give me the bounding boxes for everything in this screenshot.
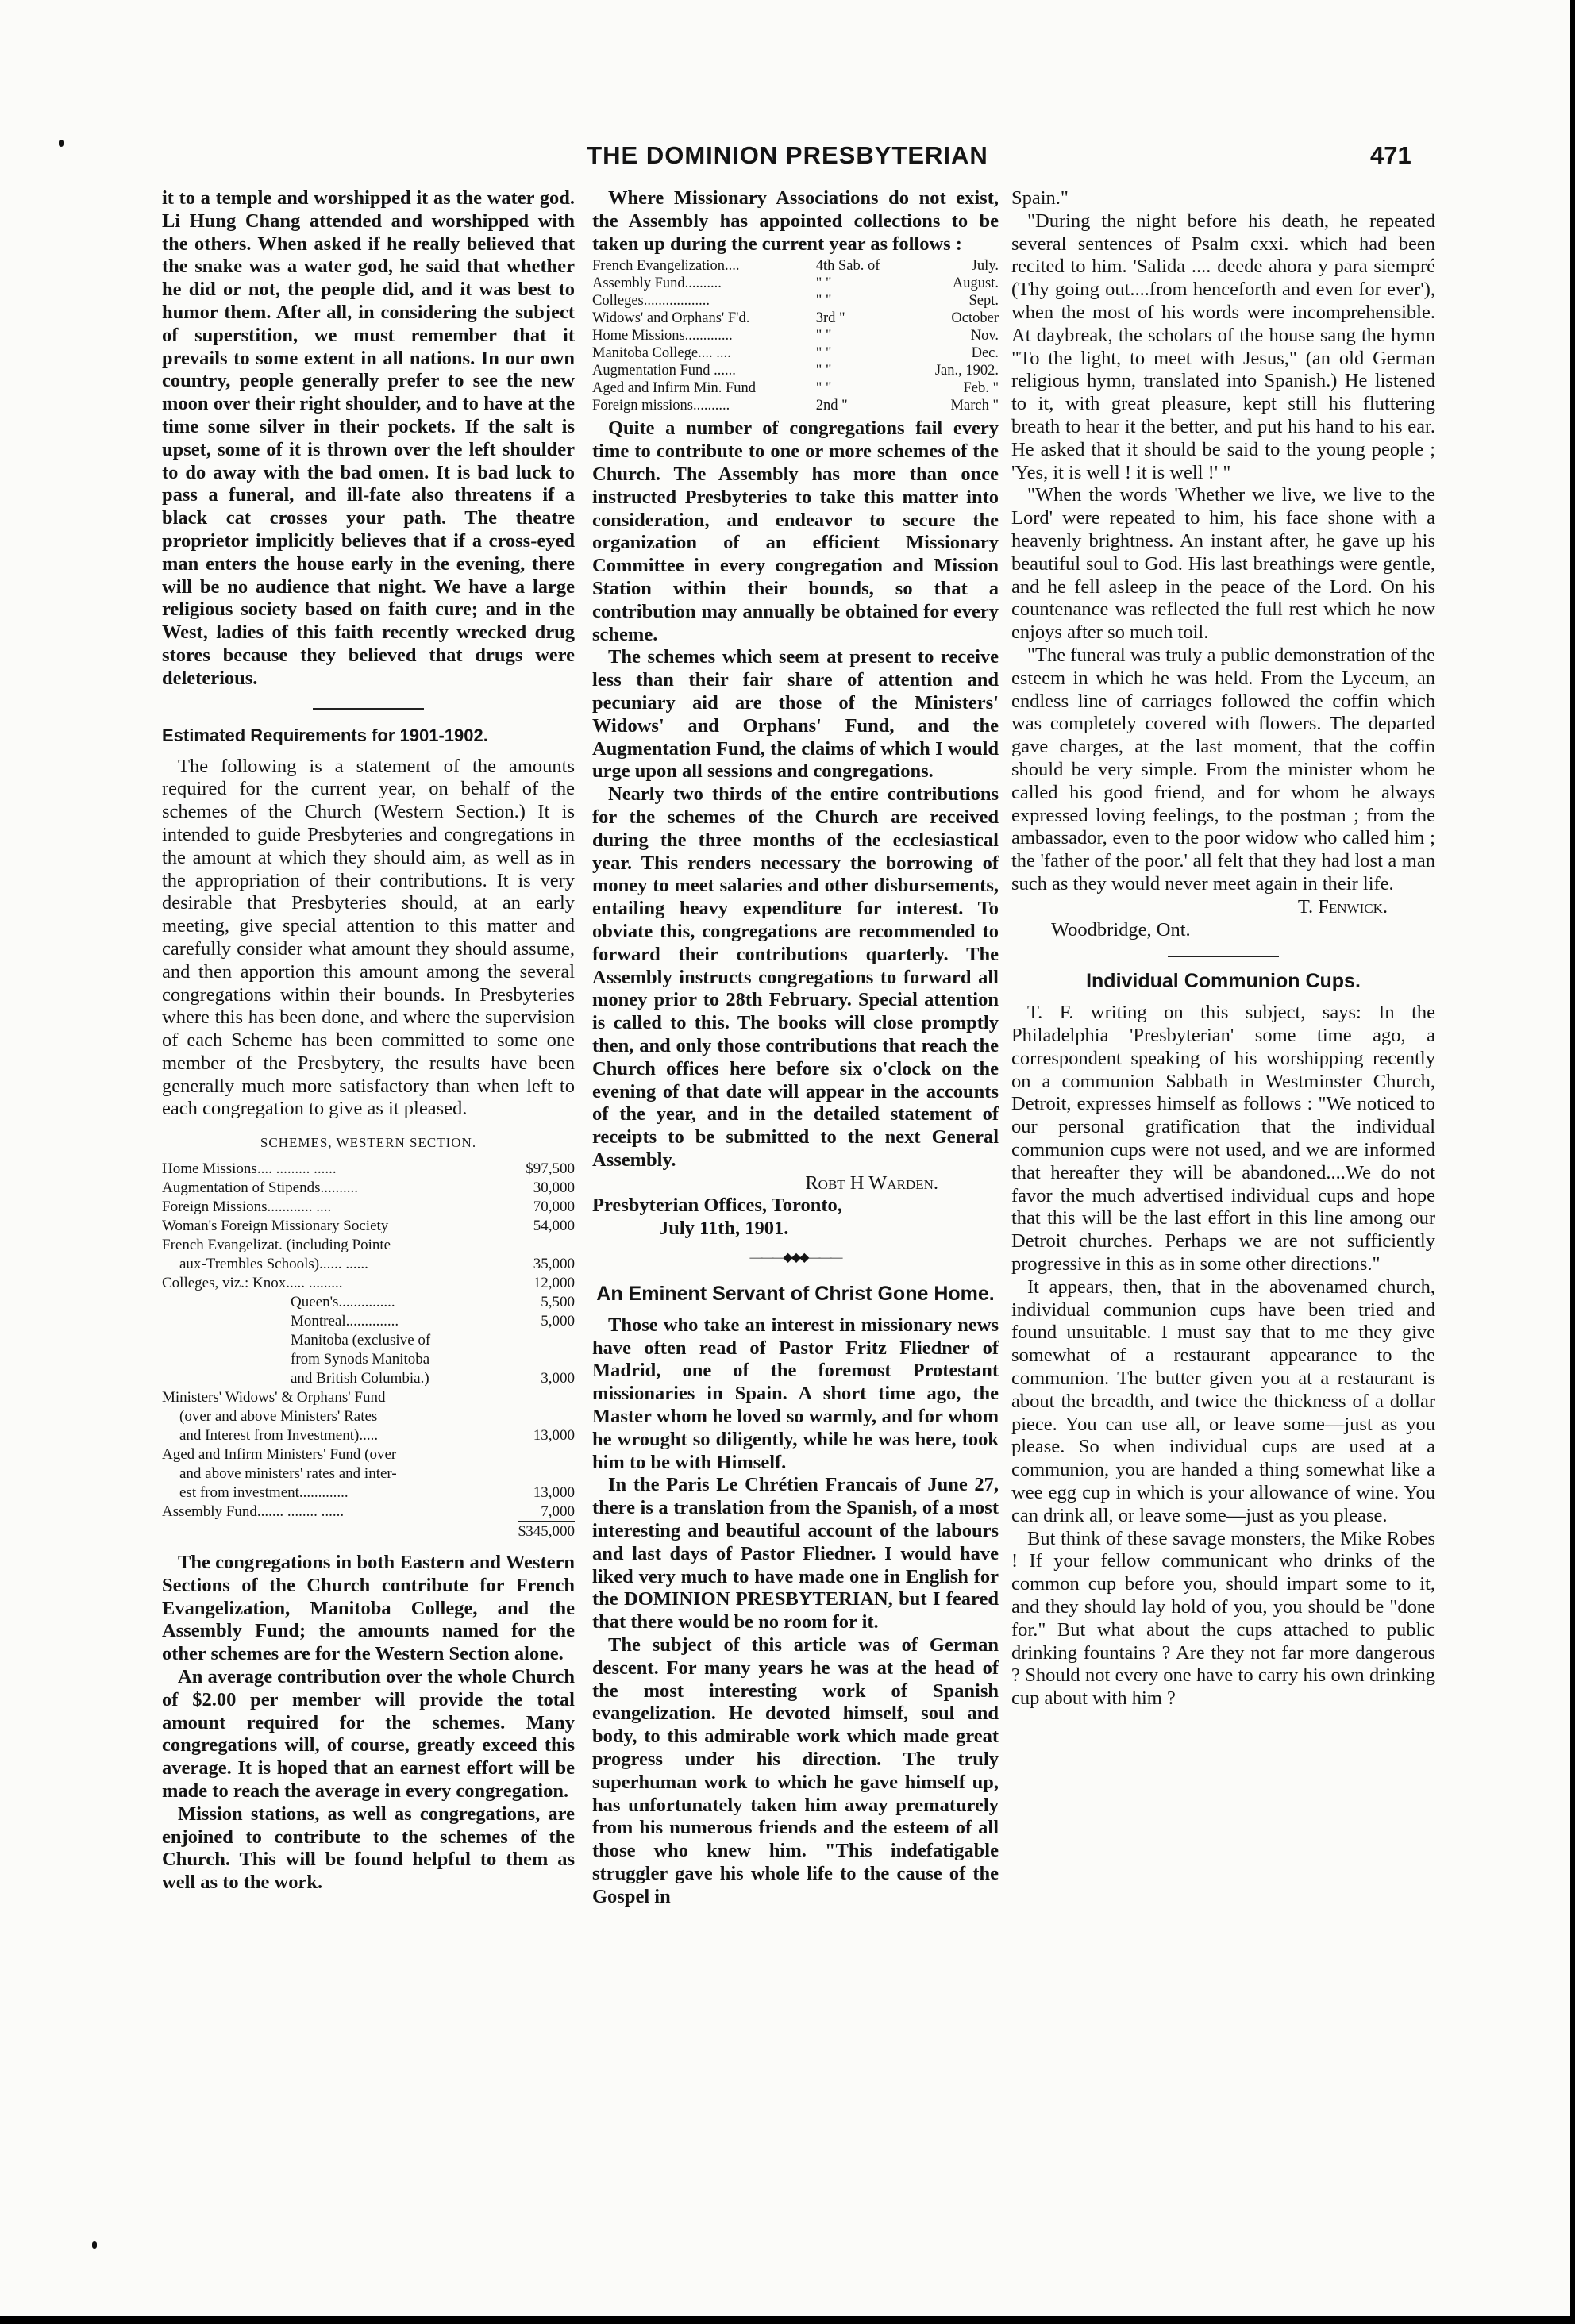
scheme-amount: [511, 1407, 575, 1426]
collection-month: March ": [950, 398, 999, 414]
collection-sabbath: " ": [815, 275, 832, 292]
table-row: [162, 1445, 575, 1464]
offices-line: Presbyterian Offices, Toronto,: [592, 1195, 842, 1217]
savage-monsters-paragraph: But think of these savage monsters, the Mike Robes ! If your fellow communicant who drinks of the common cup before you, should impart some to it, and they should lay hold of you, you should be "done for." But what about the cups attached to public drinking fountains ? Are they not far more dangerous ? Should not every one have to carry his own drinking cup about with him ?: [1011, 1527, 1435, 1710]
column-left: [162, 187, 575, 1895]
table-row: [162, 1407, 575, 1426]
signature-fenwick: T. Fenwick.: [1297, 895, 1388, 918]
table-row: [162, 1350, 575, 1369]
communion-cups-heading: Individual Communion Cups.: [1086, 970, 1361, 993]
table-row: [592, 397, 999, 414]
funeral-paragraph: "The funeral was truly a public demonstration of the esteem in which he was held. From the Lyceum, an endless line of carriages followed the coffin which was completely covered with flowers. The departed gave charges, at the last moment, that the coffin should be very simple. From the minister whom he called his good friend, and for whom he always expressed loving feelings, to the postman ; from the ambassador, even to the poor widow who called him ; the 'father of the poor.' all felt that they had lost a man such as they would never meet again in their life.: [1011, 644, 1435, 895]
scheme-amount: [511, 1388, 575, 1407]
statement-paragraph: The following is a statement of the amounts required for the current year, on behalf of the schemes of the Church (Western Section.) It is intended to guide Presbyteries and congregations in the amount at which they should aim, as well as in the appropriation of their contributions. It is very desirable that Presbyteries should, at an early meeting, give special attention to this matter and carefully consider what amount they should assume, and then apportion this amount among the several congregations within their bounds. In Presbyteries where this has been done, and where the supervision of each Scheme has been committed to some one member of the Presbytery, the results have been generally much more satisfactory than when left to each congregation to give as it pleased.: [162, 755, 575, 1120]
tf-writing-paragraph: T. F. writing on this subject, says: In the Philadelphia 'Presbyterian' some time ago, a correspondent speaking of his worshipping recently on a communion Sabbath in Westminster Church, Detroit, expresses himself as follows : "We noticed to our personal gratification that the individual communion cups were not used, and we are informed that hereafter they will be abandoned....We do not favor the much advertised individual cups and hope that this will be the last effort in this line among our Detroit churches. Perhaps we are not sufficiently progressive in this as in some other directions.": [1011, 1002, 1435, 1276]
collection-sabbath: 2nd ": [815, 398, 848, 414]
scheme-label: and Interest from Investment).....: [179, 1427, 379, 1445]
table-row: [592, 310, 999, 327]
collection-month: August.: [952, 275, 999, 292]
table-row: [162, 1236, 575, 1255]
scheme-label: Augmentation of Stipends..........: [162, 1179, 358, 1197]
scheme-label: Woman's Foreign Missionary Society: [162, 1218, 389, 1235]
collection-fund: Aged and Infirm Min. Fund: [592, 380, 757, 397]
schemes-table: [162, 1160, 575, 1522]
scheme-label: Colleges, viz.: Knox..... .........: [162, 1275, 343, 1292]
scheme-label: aux-Trembles Schools)...... ......: [179, 1256, 368, 1273]
ornamental-divider: ———◆◆◆———: [749, 1251, 841, 1265]
table-row: [592, 362, 999, 379]
scheme-label: Manitoba (exclusive of: [291, 1332, 431, 1349]
schemes-table-heading: SCHEMES, WESTERN SECTION.: [260, 1135, 477, 1151]
scheme-amount: 12,000: [533, 1275, 575, 1292]
scheme-amount: 3,000: [541, 1370, 575, 1387]
scheme-amount: 30,000: [533, 1179, 575, 1197]
table-row: [162, 1255, 575, 1274]
estimated-requirements-heading: Estimated Requirements for 1901-1902.: [162, 725, 488, 745]
table-row: [162, 1312, 575, 1331]
scheme-amount: [511, 1445, 575, 1464]
collection-month: Sept.: [968, 293, 999, 310]
collection-fund: Assembly Fund..........: [592, 275, 722, 292]
page-header-title: THE DOMINION PRESBYTERIAN: [587, 141, 988, 169]
two-thirds-paragraph: Nearly two thirds of the entire contributions for the schemes of the Church are received during the three months of the ecclesiastical year. This renders necessary the borrowing of money to meet salaries and other disbursements, entailing heavy expenditure for interest. To obviate this, congregations are recommended to forward their contributions quarterly. The Assembly instructs congregations to forward all money prior to 28th February. Special attention is called to this. The books will close promptly then, and only those contributions that reach the Church offices here before six o'clock on the evening of that date will appear in the accounts of the year, and in the detailed statement of receipts to be submitted to the next General Assembly.: [592, 783, 999, 1171]
table-row: [592, 292, 999, 310]
scheme-label: and British Columbia.): [291, 1370, 429, 1387]
table-row: [162, 1369, 575, 1388]
table-row: [592, 344, 999, 362]
table-row: [162, 1483, 575, 1503]
collection-sabbath: " ": [815, 328, 832, 344]
schemes-total-line: [162, 1522, 575, 1542]
table-row: [162, 1426, 575, 1445]
collection-fund: Colleges..................: [592, 293, 710, 310]
scheme-amount: $97,500: [526, 1160, 575, 1178]
scheme-label: Queen's...............: [291, 1294, 395, 1311]
collection-month: Feb. ": [963, 380, 999, 397]
scheme-amount: 35,000: [533, 1256, 575, 1273]
collection-fund: Manitoba College.... ....: [592, 345, 731, 362]
schemes-attention-paragraph: The schemes which seem at present to receive less than their fair share of attention and pecuniary aid are those of the Ministers' Widows' and Orphans' Fund, and the Augmentation Fund, the claims of which I would urge upon all sessions and congregations.: [592, 646, 999, 783]
german-descent-paragraph: The subject of this article was of German descent. For many years he was at the head of the most interesting work of Spanish evangelization. He devoted himself, soul and body, to this admirable work which made great progress under his direction. The truly superhuman work to which he gave himself up, has unfortunately taken him away prematurely from his numerous friends and the esteem of all those who knew him. "This indefatigable struggler gave his whole life to the cause of the Gospel in: [592, 1634, 999, 1907]
scheme-amount: 5,000: [541, 1313, 575, 1330]
collection-sabbath: 3rd ": [815, 310, 845, 327]
scheme-amount: 70,000: [533, 1199, 575, 1216]
collection-month: Nov.: [970, 328, 999, 344]
collection-month: October: [951, 310, 999, 327]
scheme-amount: 13,000: [533, 1484, 575, 1502]
missionary-associations-paragraph: Where Missionary Associations do not exist, the Assembly has appointed collections to be taken up during the current year as follows :: [592, 187, 999, 255]
table-row: [162, 1388, 575, 1407]
column-middle: [592, 187, 999, 1909]
scheme-label: Aged and Infirm Ministers' Fund (over: [162, 1446, 397, 1464]
collection-fund: Home Missions.............: [592, 328, 733, 344]
collection-fund: Foreign missions..........: [592, 398, 730, 414]
paris-paragraph: In the Paris Le Chrétien Francais of June 27, there is a translation from the Spanish, of a most interesting and beautiful account of the labours and last days of Pastor Fliedner. I would have liked very much to have made one in English for the DOMINION PRESBYTERIAN, but I feared that there would be no room for it.: [592, 1474, 999, 1633]
scheme-amount: 5,500: [541, 1294, 575, 1311]
collection-month: Dec.: [971, 345, 999, 362]
scheme-label: and above ministers' rates and inter-: [179, 1465, 397, 1483]
scheme-amount: [511, 1350, 575, 1369]
collection-month: Jan., 1902.: [934, 363, 999, 379]
scheme-label: est from investment.............: [179, 1484, 349, 1502]
congregations-paragraph: The congregations in both Eastern and Western Sections of the Church contribute for French Evangelization, Manitoba College, and the Assembly Fund; the amounts named for the other schemes are for the Western Section alone.: [162, 1552, 575, 1665]
table-row: [162, 1160, 575, 1179]
scheme-label: Assembly Fund....... ........ ......: [162, 1503, 345, 1521]
scan-border-bottom: [0, 2316, 1575, 2324]
table-row: [592, 275, 999, 292]
table-row: [162, 1217, 575, 1236]
table-row: [162, 1503, 575, 1522]
schemes-total: $345,000: [518, 1521, 575, 1540]
scheme-amount: [511, 1464, 575, 1483]
scheme-label: from Synods Manitoba: [291, 1351, 430, 1368]
collection-sabbath: " ": [815, 363, 832, 379]
scheme-label: Ministers' Widows' & Orphans' Fund: [162, 1389, 386, 1406]
collection-sabbath: " ": [815, 293, 832, 310]
congregations-fail-paragraph: Quite a number of congregations fail every time to contribute to one or more schemes of the Church. The Assembly has more than once instructed Presbyteries to take this matter into consideration, and endeavor to secure the organization of an efficient Missionary Committee in every congregation and Mission Station within their bounds, so that a contribution may annually be obtained for every scheme.: [592, 417, 999, 645]
scheme-label: Montreal..............: [291, 1313, 399, 1330]
table-row: [162, 1198, 575, 1217]
scheme-amount: 7,000: [541, 1503, 575, 1521]
collection-month: July.: [971, 258, 999, 275]
table-row: [162, 1464, 575, 1483]
table-row: [162, 1331, 575, 1350]
section-divider: [1168, 956, 1279, 957]
collection-fund: French Evangelization....: [592, 258, 740, 275]
scan-border-right: [1570, 0, 1575, 2324]
section-divider: [313, 708, 424, 710]
table-row: [162, 1179, 575, 1198]
column-right: [1011, 187, 1435, 1710]
eminent-servant-heading: An Eminent Servant of Christ Gone Home.: [596, 1282, 995, 1305]
scheme-label: Foreign Missions............ ....: [162, 1199, 332, 1216]
collection-fund: Widows' and Orphans' F'd.: [592, 310, 750, 327]
scheme-amount: [511, 1331, 575, 1350]
table-row: [592, 257, 999, 275]
spain-line: Spain.": [1011, 187, 1069, 209]
collection-sabbath: " ": [815, 345, 832, 362]
scheme-amount: [511, 1236, 575, 1255]
scheme-amount: 13,000: [533, 1427, 575, 1445]
scheme-amount: 54,000: [533, 1218, 575, 1235]
superstition-paragraph: it to a temple and worshipped it as the water god. Li Hung Chang attended and worshipped with the others. When asked if he really believed that the snake was a water god, he said that whether he did or not, the people did, and it was best to humor them. After all, in considering the subject of superstition, we must remember that it prevails to some extent in all nations. In our own country, people generally prefer to see the new moon over their right shoulder, and to have at the time some silver in their pockets. If the salt is upset, some of it is thrown over the left shoulder to do away with the bad omen. It is bad luck to pass a funeral, and ill-fate also threatens if a black cat crosses your path. The theatre proprietor implicitly believes that if a cross-eyed man enters the house early in the evening, there will be no audience that night. We have a large religious society based on faith cure; and in the West, ladies of this faith recently wrecked drug stores because they believed that drugs were deleterious.: [162, 187, 575, 689]
average-paragraph: An average contribution over the whole Church of $2.00 per member will provide the total amount required for the schemes. Many congregations will, of course, greatly exceed this average. It is hoped that an earnest effort will be made to reach the average in every congregation.: [162, 1666, 575, 1803]
scan-speck: [92, 2241, 97, 2249]
scheme-label: French Evangelizat. (including Pointe: [162, 1237, 391, 1254]
place-line: Woodbridge, Ont.: [1051, 918, 1191, 941]
mission-stations-paragraph: Mission stations, as well as congregations, are enjoined to contribute to the schemes of the Church. This will be found helpful to them as well as to the work.: [162, 1803, 575, 1894]
signature-warden: Robt H Warden.: [805, 1172, 938, 1194]
restaurant-paragraph: It appears, then, that in the abovenamed church, individual communion cups have been tried and found unsuitable. I must say that to me they give somewhat of a restaurant appearance to the communion. The butter given you at a restaurant is about the breadth, and twice the thickness of a dollar piece. You can use all, or leave some—just as you please. So when individual cups are used at a communion, you are handed a thing somewhat like a wee egg cup in which is your allowance of wine. You can drink all, or leave some—just as you please.: [1011, 1276, 1435, 1526]
scheme-label: Home Missions.... ......... ......: [162, 1160, 337, 1178]
table-row: [592, 379, 999, 397]
collection-sabbath: 4th Sab. of: [815, 258, 880, 275]
whether-we-live-paragraph: "When the words 'Whether we live, we live to the Lord' were repeated to him, his face shone with a heavenly brightness. An instant after, he gave up his beautiful soul to God. His last breathings were gentle, and he fell asleep in the peace of the Lord. On his countenance was reflected the full rest which he now enjoys after so much toil.: [1011, 484, 1435, 644]
collection-fund: Augmentation Fund ......: [592, 363, 736, 379]
table-row: [162, 1274, 575, 1293]
fliedner-intro-paragraph: Those who take an interest in missionary news have often read of Pastor Fritz Fliedner of Madrid, one of the foremost Protestant missionaries in Spain. A short time ago, the Master whom he loved so warmly, and for whom he wrought so diligently, while he was here, took him to be with Himself.: [592, 1314, 999, 1473]
collections-table: [592, 257, 999, 414]
date-line: July 11th, 1901.: [659, 1218, 789, 1240]
collection-sabbath: " ": [815, 380, 832, 397]
page-number: 471: [1370, 141, 1411, 169]
table-row: [592, 327, 999, 344]
scheme-label: (over and above Ministers' Rates: [179, 1408, 378, 1426]
table-row: [162, 1293, 575, 1312]
night-before-death-paragraph: "During the night before his death, he repeated several sentences of Psalm cxxi. which had been recited to him. 'Salida .... deede ahora y para siempré (Thy going out....from henceforth and even for ever'), when the most of his words were incomprehensible. At daybreak, the scholars of the house sang the hymn "To the light, to meet with Jesus," (an old German religious hymn, translated into Spanish.) He listened to it, with great pleasure, kept still his fluttering breath to hear it the better, and put his hand to his ear. He asked that it should be said to the young people ; 'Yes, it is well ! it is well !' ": [1011, 210, 1435, 483]
